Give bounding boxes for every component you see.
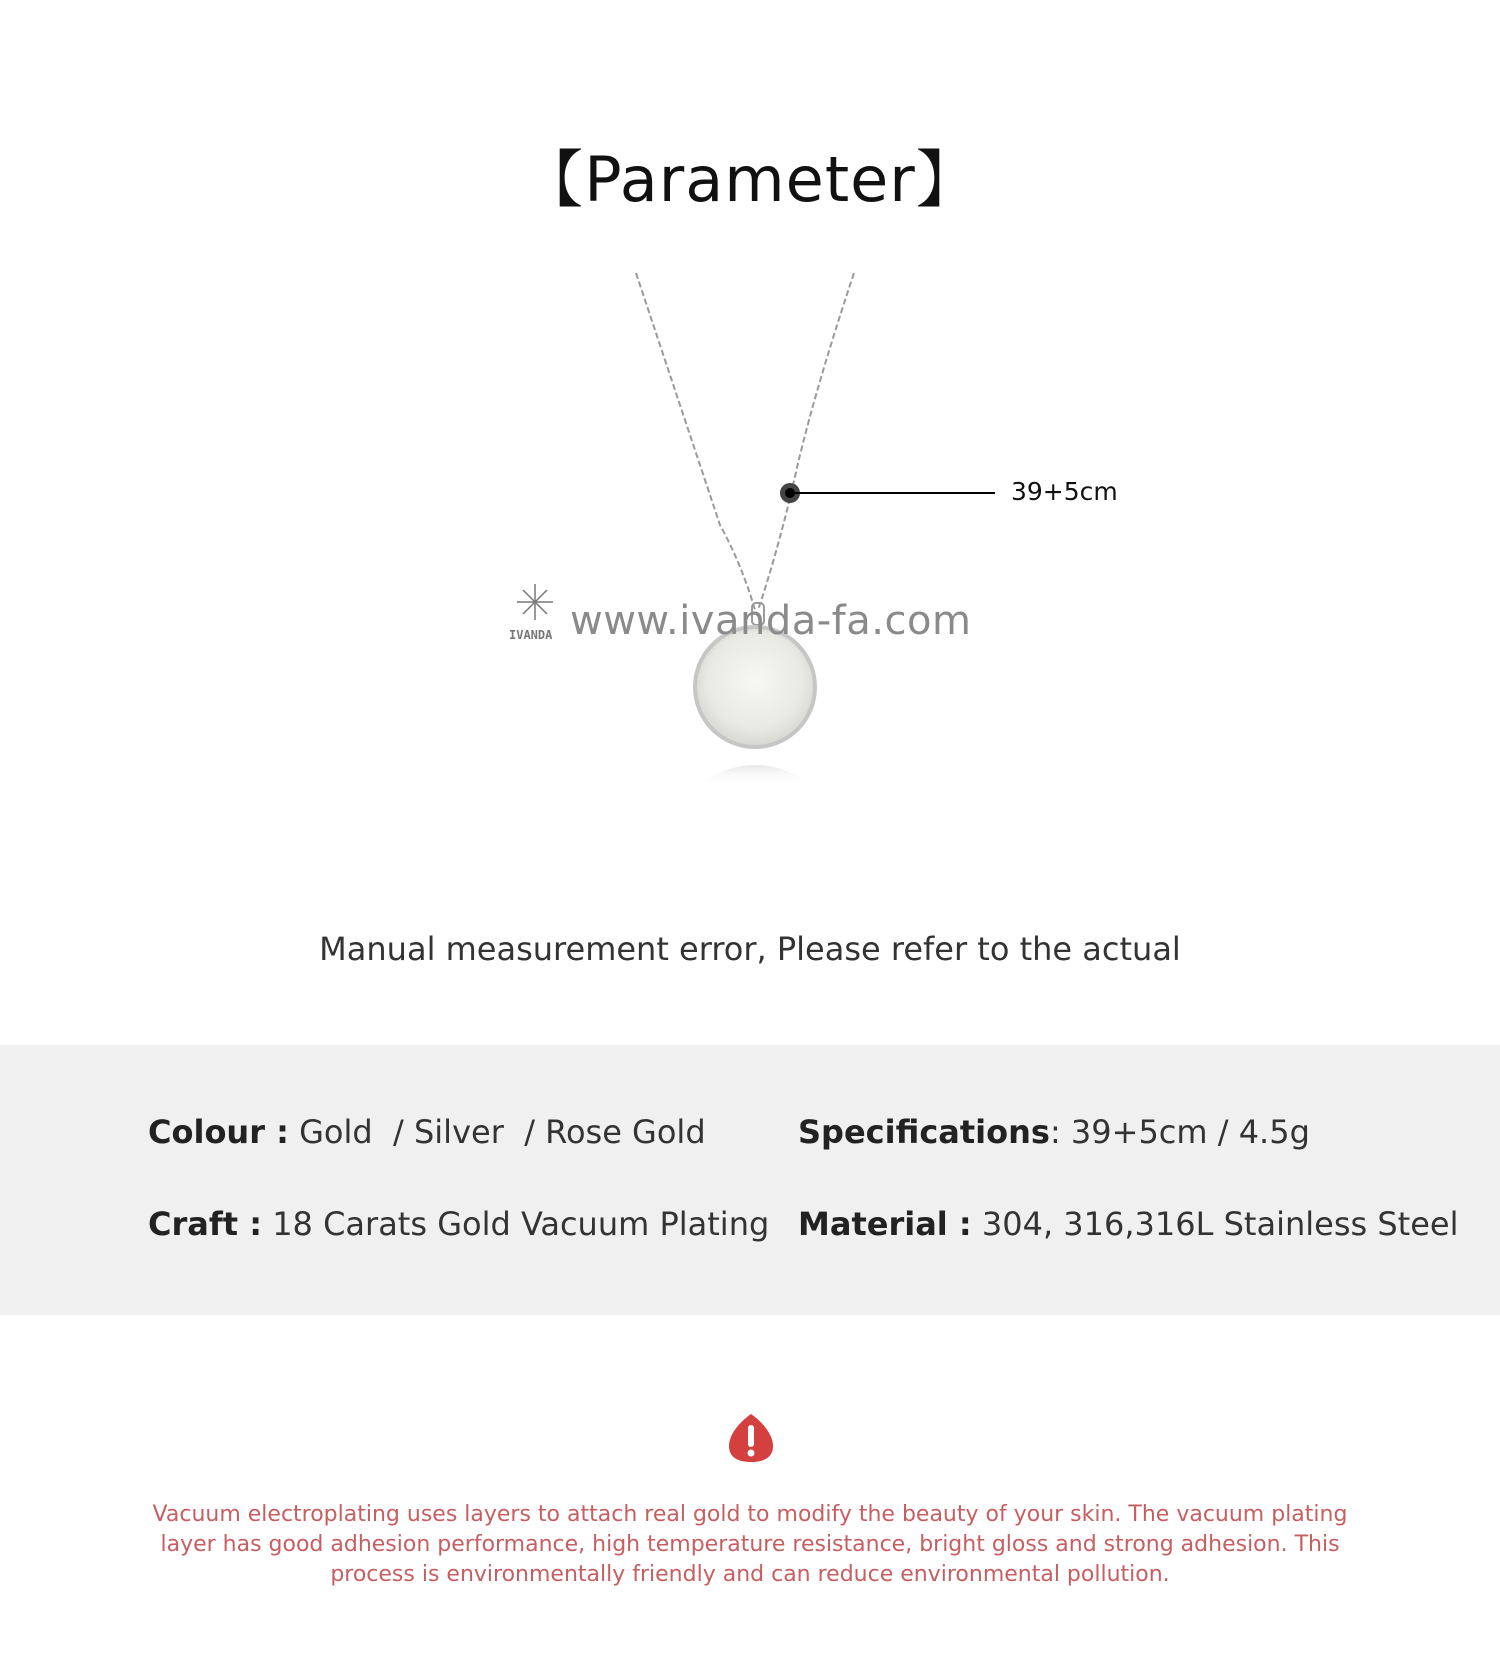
spec-colour-key: Colour :	[148, 1113, 289, 1151]
spec-colour-value: Gold / Silver / Rose Gold	[299, 1113, 706, 1151]
watermark-url: www.ivanda-fa.com	[570, 598, 972, 644]
brand-name: IVANDA	[509, 628, 553, 642]
star-icon	[505, 580, 565, 630]
spec-material-value: 304, 316,316L Stainless Steel	[981, 1205, 1459, 1243]
plating-description: Vacuum electroplating uses layers to attach real gold to modify the beauty of your skin. The vacuum plating layer has good adhesion performance, high temperature resistance, bright gloss and strong adhesion. This process is environmentally friendly and can reduce environmental pollution.	[152, 1502, 1348, 1587]
spec-specifications-value: : 39+5cm / 4.5g	[1049, 1113, 1310, 1151]
measurement-note: Manual measurement error, Please refer to the actual	[319, 930, 1181, 968]
spec-panel	[0, 1045, 1500, 1315]
spec-craft	[148, 1205, 769, 1243]
spec-specifications-key: Specifications	[798, 1113, 1050, 1151]
page-title: 【Parameter】	[521, 143, 979, 216]
product-image	[480, 265, 1040, 825]
necklace-illustration	[480, 265, 1040, 825]
spec-colour	[148, 1113, 706, 1151]
spec-material	[798, 1205, 1458, 1243]
brand-logo	[505, 580, 565, 650]
alert-icon	[727, 1412, 775, 1468]
spec-material-key: Material :	[798, 1205, 972, 1243]
spec-craft-value: 18 Carats Gold Vacuum Plating	[272, 1205, 770, 1243]
chain-length-label: 39+5cm	[1011, 477, 1118, 506]
spec-craft-key: Craft :	[148, 1205, 263, 1243]
spec-specifications	[798, 1113, 1310, 1151]
